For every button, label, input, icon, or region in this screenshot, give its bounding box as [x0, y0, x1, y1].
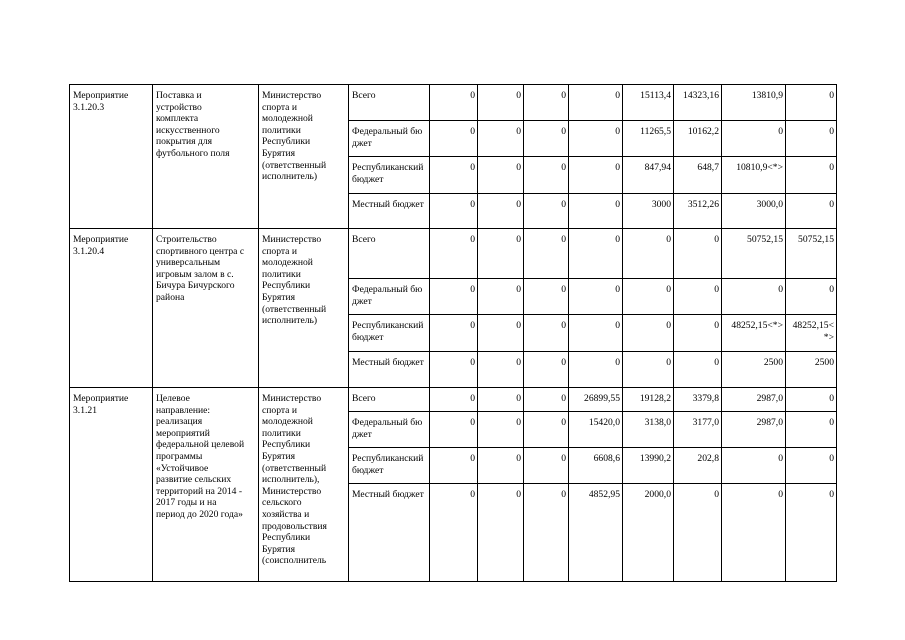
value-cell: 0 — [722, 121, 786, 157]
value-cell: 0 — [524, 194, 569, 229]
value-cell: 0 — [478, 157, 524, 194]
value-cell: 0 — [478, 85, 524, 121]
value-cell: 26899,55 — [569, 388, 623, 412]
value-cell: 0 — [569, 229, 623, 279]
value-cell: 0 — [569, 279, 623, 315]
funding-source-cell: Республиканский бюджет — [349, 315, 430, 352]
value-cell: 0 — [430, 121, 478, 157]
value-cell: 0 — [569, 85, 623, 121]
value-cell: 4852,95 — [569, 484, 623, 582]
value-cell: 10162,2 — [674, 121, 722, 157]
value-cell: 0 — [524, 279, 569, 315]
value-cell: 0 — [674, 352, 722, 388]
value-cell: 0 — [524, 448, 569, 484]
value-cell: 0 — [623, 352, 674, 388]
activity-cell-text: Мероприятие 3.1.21 — [73, 393, 129, 416]
value-cell: 0 — [569, 194, 623, 229]
value-cell: 0 — [478, 412, 524, 448]
value-cell: 2987,0 — [722, 412, 786, 448]
value-cell: 0 — [478, 388, 524, 412]
budget-table — [69, 84, 837, 582]
funding-source-cell: Федеральный бюджет — [349, 279, 430, 315]
activity-name-cell-text: Поставка и устройство комплекта искусственного покрытия для футбольного поля — [156, 90, 230, 159]
value-cell: 2987,0 — [722, 388, 786, 412]
value-cell: 0 — [722, 448, 786, 484]
executor-cell — [259, 85, 349, 229]
value-cell: 0 — [524, 412, 569, 448]
activity-name-cell — [153, 229, 259, 388]
value-cell: 0 — [524, 352, 569, 388]
value-cell: 0 — [430, 157, 478, 194]
value-cell: 0 — [524, 121, 569, 157]
value-cell: 0 — [524, 315, 569, 352]
table-row — [70, 85, 837, 121]
value-cell: 48252,15<*> — [722, 315, 786, 352]
value-cell: 2500 — [722, 352, 786, 388]
funding-source-cell: Местный бюджет — [349, 484, 430, 582]
activity-cell — [70, 388, 153, 582]
value-cell: 0 — [430, 85, 478, 121]
value-cell: 15420,0 — [569, 412, 623, 448]
activity-cell-text: Мероприятие 3.1.20.4 — [73, 234, 129, 257]
value-cell: 13990,2 — [623, 448, 674, 484]
value-cell: 3000,0 — [722, 194, 786, 229]
funding-source-cell: Всего — [349, 229, 430, 279]
funding-source-cell: Республиканский бюджет — [349, 157, 430, 194]
value-cell: 0 — [478, 352, 524, 388]
value-cell: 0 — [430, 412, 478, 448]
value-cell: 0 — [478, 448, 524, 484]
table-row — [70, 229, 837, 279]
value-cell: 19128,2 — [623, 388, 674, 412]
value-cell: 0 — [524, 388, 569, 412]
value-cell: 0 — [786, 85, 837, 121]
value-cell: 0 — [786, 157, 837, 194]
value-cell: 0 — [430, 388, 478, 412]
value-cell: 0 — [623, 315, 674, 352]
value-cell: 0 — [478, 194, 524, 229]
value-cell: 0 — [786, 121, 837, 157]
activity-name-cell — [153, 388, 259, 582]
activity-cell — [70, 229, 153, 388]
funding-source-cell: Всего — [349, 85, 430, 121]
value-cell: 0 — [674, 229, 722, 279]
value-cell: 0 — [478, 121, 524, 157]
value-cell: 0 — [569, 352, 623, 388]
activity-cell — [70, 85, 153, 229]
value-cell: 3379,8 — [674, 388, 722, 412]
value-cell: 0 — [674, 279, 722, 315]
funding-source-cell: Местный бюджет — [349, 194, 430, 229]
executor-cell-text: Министерство спорта и молодежной политики Республики Бурятия (ответственный исполнитель) — [262, 90, 327, 183]
value-cell: 0 — [623, 229, 674, 279]
value-cell: 0 — [430, 229, 478, 279]
value-cell: 0 — [674, 315, 722, 352]
activity-name-cell — [153, 85, 259, 229]
value-cell: 10810,9<*> — [722, 157, 786, 194]
value-cell: 0 — [722, 279, 786, 315]
value-cell: 0 — [478, 484, 524, 582]
value-cell: 847,94 — [623, 157, 674, 194]
value-cell: 0 — [786, 412, 837, 448]
value-cell: 6608,6 — [569, 448, 623, 484]
activity-name-cell-text: Строительство спортивного центра с универсальным игровым залом в с. Бичура Бичурского района — [156, 234, 245, 303]
value-cell: 3138,0 — [623, 412, 674, 448]
value-cell: 0 — [430, 484, 478, 582]
value-cell: 0 — [786, 388, 837, 412]
funding-source-cell: Республиканский бюджет — [349, 448, 430, 484]
value-cell: 0 — [430, 279, 478, 315]
value-cell: 202,8 — [674, 448, 722, 484]
activity-name-cell-text: Целевое направление: реализация мероприятий федеральной целевой программы «Устойчивое развитие сельских территорий на 2014 - 2017 годы и на период до 2020 года» — [156, 393, 245, 520]
value-cell: 0 — [569, 157, 623, 194]
value-cell: 50752,15 — [722, 229, 786, 279]
value-cell: 0 — [478, 279, 524, 315]
value-cell: 3000 — [623, 194, 674, 229]
executor-cell-text: Министерство спорта и молодежной политики Республики Бурятия (ответственный исполнитель) — [262, 234, 327, 327]
value-cell: 0 — [430, 315, 478, 352]
value-cell: 0 — [786, 484, 837, 582]
value-cell: 15113,4 — [623, 85, 674, 121]
value-cell: 2500 — [786, 352, 837, 388]
value-cell: 14323,16 — [674, 85, 722, 121]
value-cell: 3177,0 — [674, 412, 722, 448]
value-cell: 2000,0 — [623, 484, 674, 582]
executor-cell — [259, 229, 349, 388]
funding-source-cell: Федеральный бюджет — [349, 121, 430, 157]
value-cell: 0 — [430, 352, 478, 388]
value-cell: 0 — [430, 194, 478, 229]
activity-cell-text: Мероприятие 3.1.20.3 — [73, 90, 129, 113]
funding-source-cell: Всего — [349, 388, 430, 412]
value-cell: 0 — [674, 484, 722, 582]
value-cell: 0 — [623, 279, 674, 315]
value-cell: 0 — [524, 85, 569, 121]
value-cell: 48252,15<*> — [786, 315, 837, 352]
value-cell: 0 — [478, 229, 524, 279]
funding-source-cell: Местный бюджет — [349, 352, 430, 388]
value-cell: 648,7 — [674, 157, 722, 194]
value-cell: 0 — [786, 448, 837, 484]
executor-cell — [259, 388, 349, 582]
value-cell: 0 — [569, 315, 623, 352]
funding-source-cell: Федеральный бюджет — [349, 412, 430, 448]
value-cell: 3512,26 — [674, 194, 722, 229]
value-cell: 0 — [524, 484, 569, 582]
value-cell: 0 — [478, 315, 524, 352]
table-body — [70, 85, 837, 582]
value-cell: 0 — [524, 157, 569, 194]
value-cell: 11265,5 — [623, 121, 674, 157]
value-cell: 0 — [786, 194, 837, 229]
value-cell: 13810,9 — [722, 85, 786, 121]
value-cell: 0 — [722, 484, 786, 582]
value-cell: 0 — [786, 279, 837, 315]
table-row — [70, 388, 837, 412]
value-cell: 0 — [569, 121, 623, 157]
value-cell: 0 — [524, 229, 569, 279]
value-cell: 50752,15 — [786, 229, 837, 279]
executor-cell-text: Министерство спорта и молодежной политики Республики Бурятия (ответственный исполнитель), Министерство сельского хозяйства и продовольствия Республики Бурятия (соисполнитель — [262, 393, 327, 567]
value-cell: 0 — [430, 448, 478, 484]
